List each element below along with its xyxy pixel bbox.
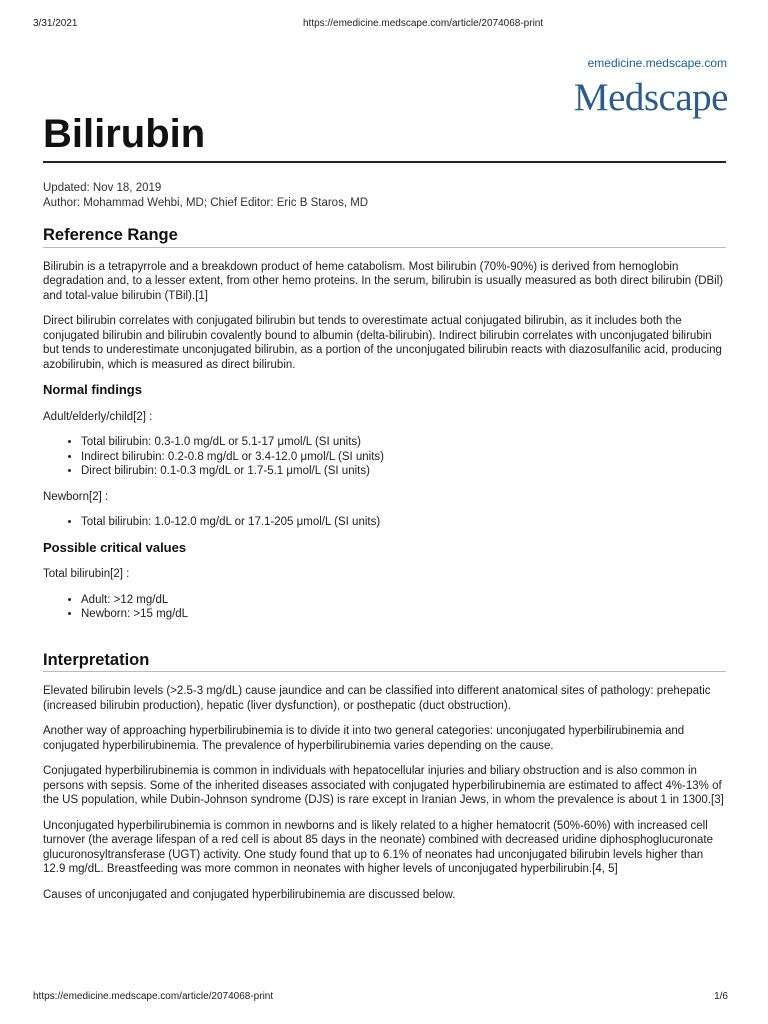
critical-values-list <box>43 593 726 622</box>
print-footer <box>33 991 728 1005</box>
newborn-label: Newborn[2] : <box>43 490 109 503</box>
section-heading-reference-range: Reference Range <box>43 228 726 248</box>
section-spacer <box>43 633 726 653</box>
paragraph: Unconjugated hyperbilirubinemia is common in newborns and is likely related to a higher hematocrit (50%-60%) with increased cell turnover (the average lifespan of a red cell is about 85 days in the neonate) combined with decreased uridine diphosphoglucuronate glucuronosyltransferase (UGT) activity. One study found that up to 6.1% of neonates had unconjugated bilirubin levels higher than 12.9 mg/dL. Breastfeeding was more common in neonates with higher levels of unconjugated hyperbilirubin.[4, 5] <box>43 819 713 875</box>
adult-values-list <box>43 435 726 479</box>
subheading-critical-values: Possible critical values <box>43 539 187 555</box>
list-item: • Newborn: >15 mg/dL <box>81 607 726 622</box>
article-meta <box>43 181 368 211</box>
site-link[interactable]: emedicine.medscape.com <box>587 56 727 70</box>
subheading-normal-findings: Normal findings <box>43 382 142 397</box>
section-heading-interpretation: Interpretation <box>43 653 726 673</box>
paragraph: Causes of unconjugated and conjugated hyperbilirubinemia are discussed below. <box>43 888 456 901</box>
list-item: • Indirect bilirubin: 0.2-0.8 mg/dL or 3.4-12.0 μmol/L (SI units) <box>81 450 726 465</box>
list-item: • Total bilirubin: 1.0-12.0 mg/dL or 17.1-205 μmol/L (SI units) <box>81 515 726 530</box>
adult-label: Adult/elderly/child[2] : <box>43 410 153 423</box>
title-divider <box>43 161 726 163</box>
print-header <box>33 18 728 32</box>
footer-url: https://emedicine.medscape.com/article/2074068-print <box>33 991 274 1002</box>
updated-date: Updated: Nov 18, 2019 <box>43 182 162 194</box>
newborn-values-list <box>43 515 726 530</box>
page-number: 1/6 <box>714 991 728 1002</box>
paragraph: Elevated bilirubin levels (>2.5-3 mg/dL) cause jaundice and can be classified into different anatomical sites of pathology: prehepatic (increased bilirubin production), hepatic (liver dysfunction), or posthepatic (duct obstruction). <box>43 685 711 712</box>
medscape-logo: Medscape <box>573 76 728 119</box>
list-item: • Adult: >12 mg/dL <box>81 593 726 608</box>
list-item: • Direct bilirubin: 0.1-0.3 mg/dL or 1.7-5.1 μmol/L (SI units) <box>81 464 726 479</box>
author-line: Author: Mohammad Wehbi, MD; Chief Editor: Eric B Staros, MD <box>43 197 369 209</box>
print-date: 3/31/2021 <box>33 18 78 29</box>
paragraph: Bilirubin is a tetrapyrrole and a breakdown product of heme catabolism. Most bilirubin (70%-90%) is derived from hemoglobin degradation and, to a lesser extent, from other hemo proteins. In the serum, bilirubin is usually measured as both direct bilirubin (DBil) and total-value bilirubin (TBil).[1] <box>43 260 724 302</box>
paragraph: Another way of approaching hyperbilirubinemia is to divide it into two general categories: unconjugated hyperbilirubinemia and conjugated hyperbilirubinemia. The prevalence of hyperbilirubinemia varies depending on the cause. <box>43 725 685 752</box>
print-url: https://emedicine.medscape.com/article/2074068-print <box>303 18 544 29</box>
article-body <box>43 228 726 913</box>
critical-label: Total bilirubin[2] : <box>43 568 130 580</box>
paragraph: Direct bilirubin correlates with conjugated bilirubin but tends to overestimate actual conjugated bilirubin, as it includes both the conjugated bilirubin and bilirubin covalently bound to albumin (delta-bilirubin). Indirect bilirubin correlates with unconjugated bilirubin but tends to underestimate unconjugated bilirubin, as a portion of the unconjugated bilirubin reacts with diazosulfanilic acid, producing azobilirubin, which is measured as direct bilirubin. <box>43 315 722 371</box>
page-title: Bilirubin <box>43 112 206 156</box>
paragraph: Conjugated hyperbilirubinemia is common in individuals with hepatocellular injuries and biliary obstruction and is also common in persons with sepsis. Some of the inherited diseases associated with conjugated hyperbilirubinemia are estimated to affect 4%-13% of the US population, while Dubin-Johnson syndrome (DJS) is rare except in Iranian Jews, in whom the prevalence is about 1 in 1300.[3] <box>43 765 724 806</box>
list-item: • Total bilirubin: 0.3-1.0 mg/dL or 5.1-17 μmol/L (SI units) <box>81 435 726 450</box>
